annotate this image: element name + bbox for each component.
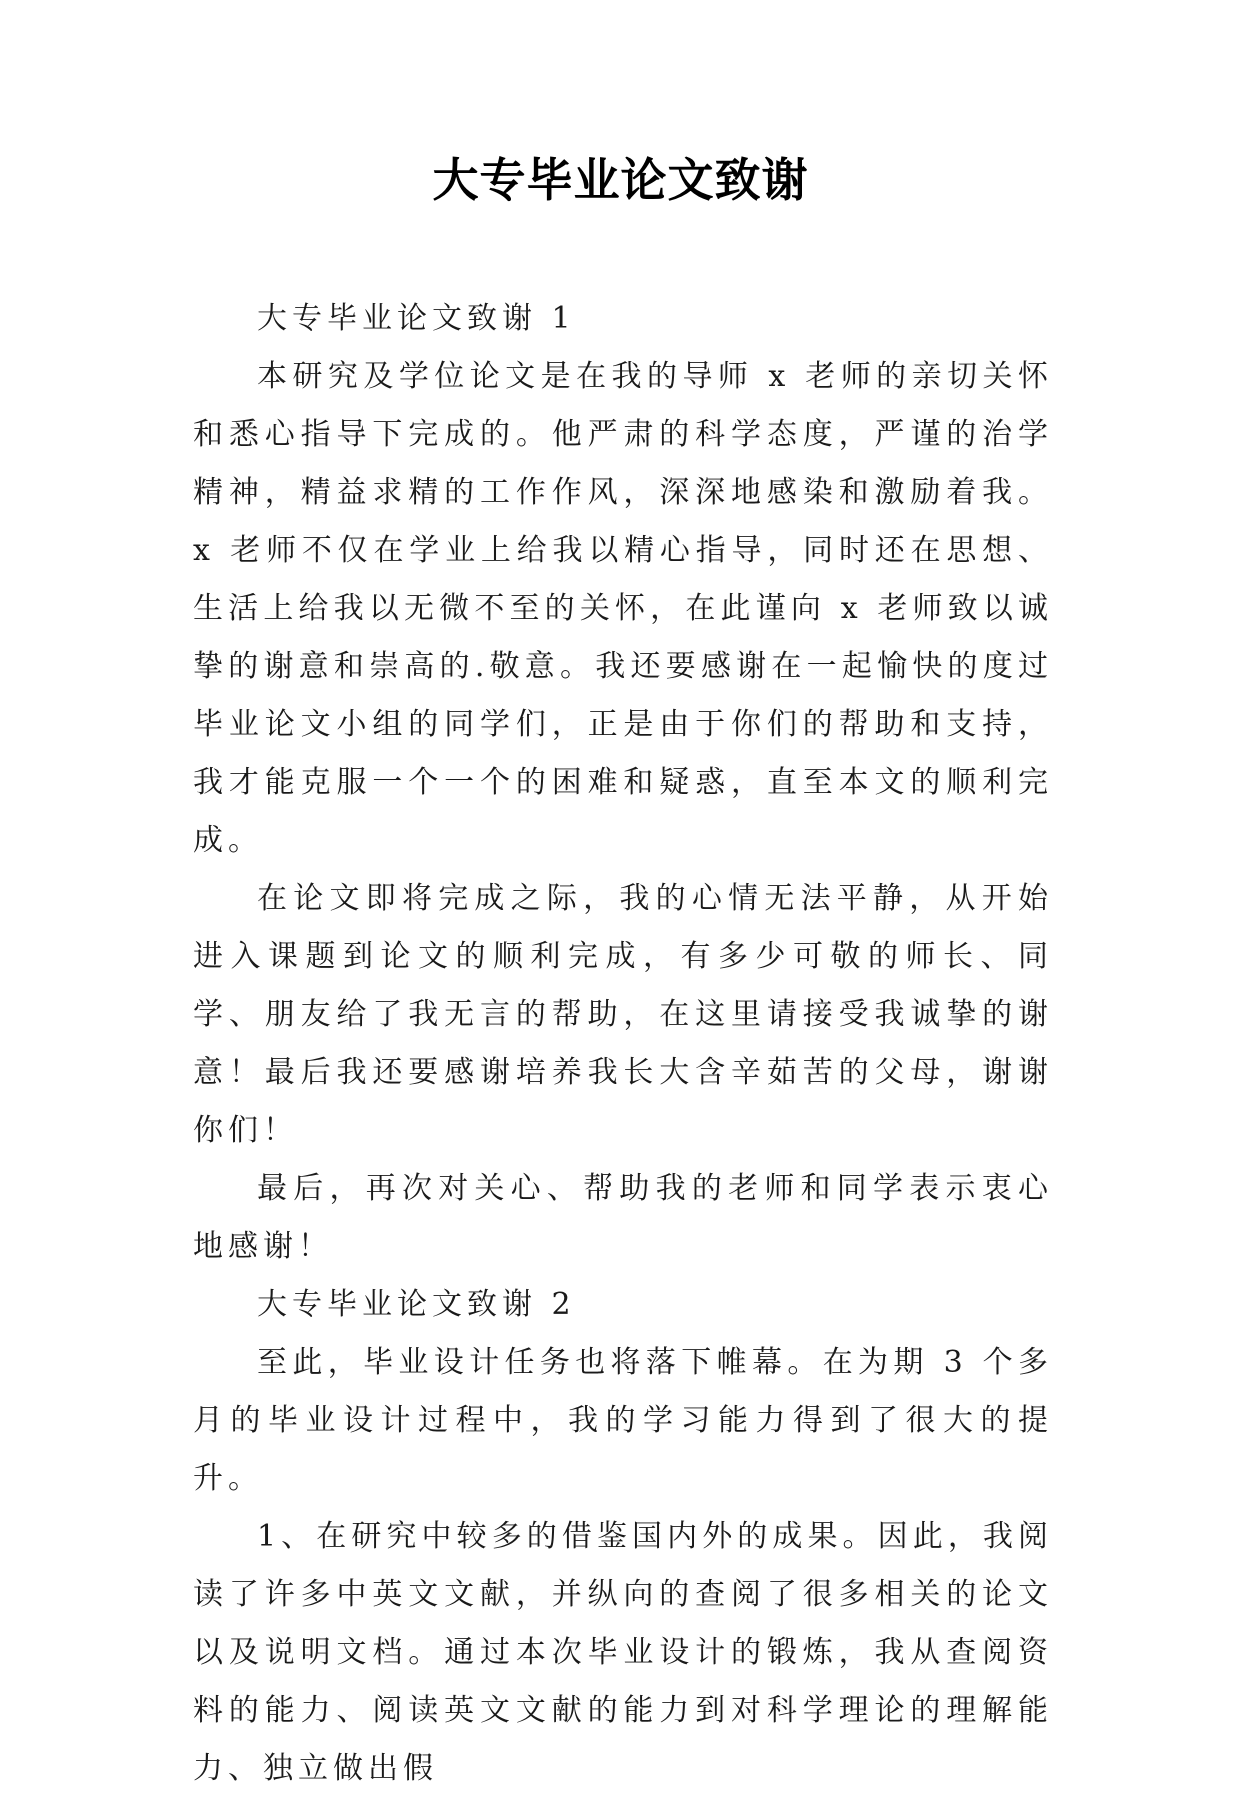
paragraph: 1、在研究中较多的借鉴国内外的成果。因此，我阅读了许多中英文文献，并纵向的查阅了很多相关的论文以及说明文档。通过本次毕业设计的锻炼，我从查阅资料的能力、阅读英文文献的能力到对科学理论的理解能力、独立做出假 [193,1519,1053,1786]
paragraph: 至此，毕业设计任务也将落下帷幕。在为期 3 个多月的毕业设计过程中，我的学习能力得到了很大的提升。 [193,1345,1053,1496]
section-heading-1: 大专毕业论文致谢 1 [257,301,576,336]
section-heading-2: 大专毕业论文致谢 2 [257,1287,576,1322]
document-title: 大专毕业论文致谢 [432,153,809,207]
document-body [193,290,1053,1798]
paragraph: 最后，再次对关心、帮助我的老师和同学表示衷心地感谢！ [193,1171,1053,1264]
paragraph: 本研究及学位论文是在我的导师 x 老师的亲切关怀和悉心指导下完成的。他严肃的科学态度，严谨的治学精神，精益求精的工作作风，深深地感染和激励着我。x 老师不仅在学业上给我以精心指导，同时还在思想、生活上给我以无微不至的关怀，在此谨向 x 老师致以诚挚的谢意和崇高的.敬意。我还要感谢在一起愉快的度过毕业论文小组的同学们，正是由于你们的帮助和支持，我才能克服一个一个的困难和疑惑，直至本文的顺利完成。 [193,359,1053,858]
paragraph: 在论文即将完成之际，我的心情无法平静，从开始进入课题到论文的顺利完成，有多少可敬的师长、同学、朋友给了我无言的帮助，在这里请接受我诚挚的谢意！最后我还要感谢培养我长大含辛茹苦的父母，谢谢你们！ [193,881,1053,1148]
